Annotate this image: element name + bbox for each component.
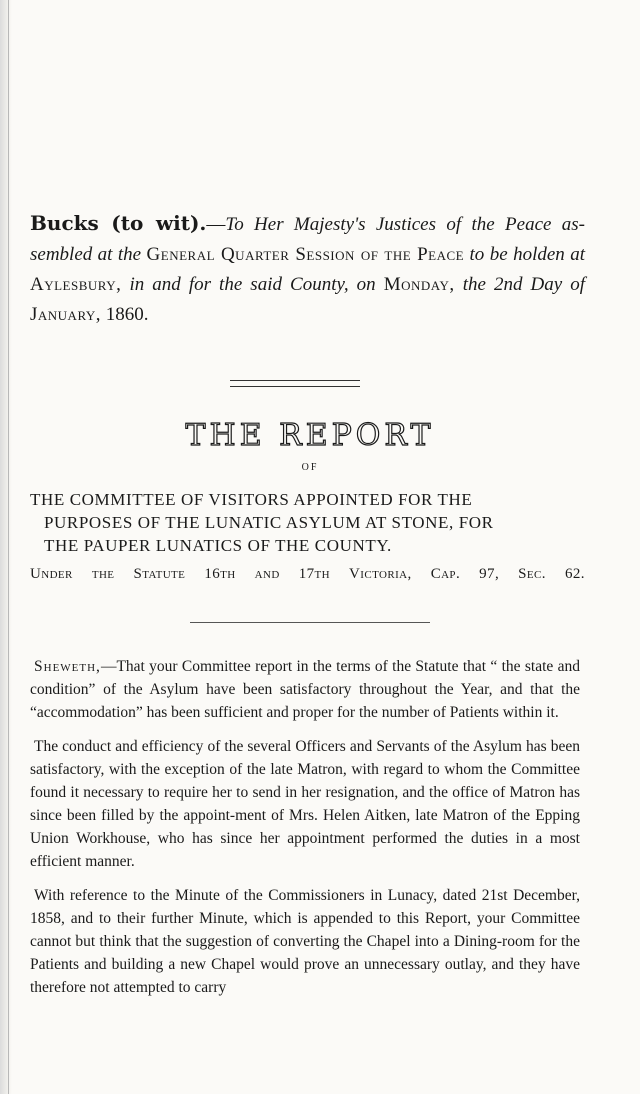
committee-heading <box>30 488 585 557</box>
statute-word: 62. <box>564 566 585 582</box>
paragraph-2 <box>30 735 580 873</box>
day-name: Monday, <box>383 274 455 295</box>
session-name: General Quarter Session of the Peace <box>146 244 465 265</box>
statute-word: and <box>254 566 280 582</box>
statute-word: the <box>91 566 115 582</box>
address-header <box>30 208 585 330</box>
county-text: in and for the said County, on <box>129 274 376 295</box>
paragraph-1-text: —That your Committee report in the terms of the Statute that “ the state and condition” of the Asylum have been satisfactory throughout the Year, and that the “accommodation” has been sufficient and proper for the number of Patients within it. <box>30 658 580 721</box>
report-title: THE REPORT <box>185 418 435 453</box>
statute-word: 17th <box>298 566 330 582</box>
double-rule <box>230 380 360 387</box>
statute-word: Victoria, <box>349 566 412 582</box>
sheweth-lead: Sheweth, <box>34 658 101 675</box>
year: 1860. <box>105 304 149 325</box>
statute-line <box>30 566 585 583</box>
address-text: To Her Majesty's Justices of the Peace as-sembled at the <box>30 214 585 265</box>
statute-word: Sec. <box>518 566 546 582</box>
paragraph-1 <box>30 655 580 724</box>
statute-word: Statute <box>133 566 186 582</box>
binding-line <box>8 0 9 1094</box>
header-dash: — <box>206 214 226 235</box>
statute-word: 97, <box>479 566 500 582</box>
month-name: January, <box>30 304 102 325</box>
paragraph-3 <box>30 884 580 999</box>
section-rule <box>190 622 430 623</box>
place-name: Aylesbury, <box>30 274 122 295</box>
report-body <box>30 655 580 1010</box>
committee-line-2: PURPOSES OF THE LUNATIC ASYLUM AT STONE, FOR <box>44 513 494 532</box>
committee-line-3: THE PAUPER LUNATICS OF THE COUNTY. <box>44 536 392 555</box>
holden-text: to be holden at <box>469 244 586 265</box>
statute-word: Under <box>30 566 73 582</box>
statute-word: Cap. <box>430 566 461 582</box>
page-gutter <box>0 0 12 1094</box>
paragraph-2-text: The conduct and efficiency of the several Officers and Servants of the Asylum has been satisfactory, with the exception of the late Matron, with regard to whom the Committee found it necessary to require her to send in her resignation, and the office of Matron has since been filled by the appoint-ment of Mrs. Helen Aitken, late Matron of the Epping Union Workhouse, who has since her appointment performed the duties in a most efficient manner. <box>30 738 580 870</box>
statute-word: 16th <box>204 566 236 582</box>
committee-line-1: THE COMMITTEE OF VISITORS APPOINTED FOR THE <box>30 490 473 509</box>
county-name: Bucks (to wit). <box>30 211 207 235</box>
paragraph-3-text: With reference to the Minute of the Commissioners in Lunacy, dated 21st December, 1858, and to their further Minute, which is appended to this Report, your Committee cannot but think that the suggestion of converting the Chapel into a Dining-room for the Patients and building a new Chapel would prove an unnecessary outlay, and they have therefore not attempted to carry <box>30 887 580 996</box>
title-of: OF <box>301 462 319 473</box>
date-text: the 2nd Day of <box>462 274 586 295</box>
